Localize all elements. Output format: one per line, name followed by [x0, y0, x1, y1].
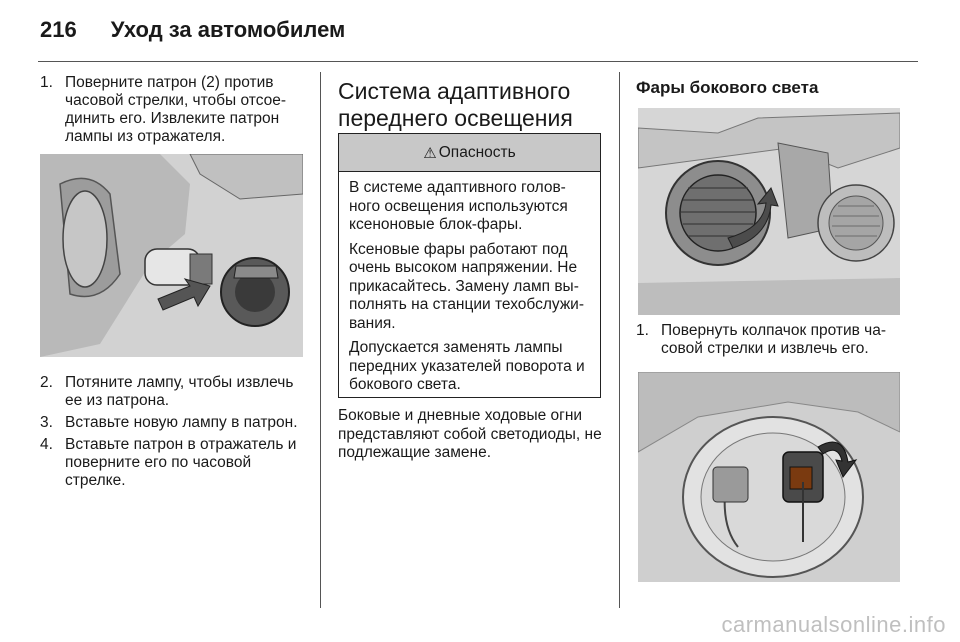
header-rule [38, 61, 918, 62]
step-text: Потяните лампу, чтобы извлечь ее из патрона. [65, 374, 294, 409]
column-2 [338, 78, 602, 132]
step-item [40, 436, 305, 490]
warning-paragraph: В системе адаптивного голов- ного освещения используются ксеноновые блок-фары. [349, 179, 568, 233]
step-text: Вставьте патрон в отражатель и поверните его по часовой стрелке. [65, 436, 297, 489]
column-divider-1 [320, 72, 321, 608]
step-list-side-lights [636, 322, 902, 358]
step-text: Повернуть колпачок против ча- совой стрелки и извлечь его. [661, 322, 887, 357]
warning-body [339, 172, 600, 395]
warning-box [338, 133, 601, 398]
step-list-top [40, 74, 305, 146]
step-item [40, 374, 305, 410]
page-header [40, 17, 345, 49]
step-item [40, 74, 305, 146]
column-1 [40, 74, 305, 150]
chapter-title: Уход за автомобилем [110, 17, 346, 42]
column-divider-2 [619, 72, 620, 608]
column-3-steps [636, 322, 902, 362]
column-3 [636, 76, 902, 100]
step-item [40, 414, 305, 432]
section-title-adaptive-lighting: Система адаптивного переднего освещения [338, 78, 573, 131]
warning-header [339, 134, 600, 172]
warning-paragraph: Ксеновые фары работают под очень высоком напряжении. Не прикасайтесь. Замену ламп вы- полнять на станции техобслужи- вания. [349, 240, 585, 332]
warning-title: Опасность [438, 143, 516, 161]
step-number: 4. [40, 436, 53, 453]
step-number: 1. [636, 322, 649, 339]
step-item [636, 322, 902, 358]
step-number: 2. [40, 374, 53, 391]
headlamp-rear-illustration [638, 108, 900, 315]
side-light-cap-illustration [638, 372, 900, 582]
page-number: 216 [40, 17, 77, 42]
watermark: carmanualsonline.info [721, 612, 946, 637]
step-text: Вставьте новую лампу в патрон. [65, 414, 298, 431]
column-1-bottom [40, 374, 305, 494]
warning-triangle-icon: ⚠ [423, 144, 437, 162]
led-info-text: Боковые и дневные ходовые огни представляют собой светодиоды, не подлежащие замене. [338, 407, 602, 461]
step-number: 3. [40, 414, 53, 431]
step-list-bottom [40, 374, 305, 490]
step-number: 1. [40, 74, 53, 91]
section-title-side-lights: Фары бокового света [636, 78, 819, 97]
warning-paragraph: Допускается заменять лампы передних указателей поворота и бокового света. [349, 339, 585, 393]
step-text: Поверните патрон (2) против часовой стрелки, чтобы отсое- динить его. Извлеките патрон лампы из отражателя. [65, 74, 287, 145]
bulb-socket-illustration [40, 154, 303, 357]
